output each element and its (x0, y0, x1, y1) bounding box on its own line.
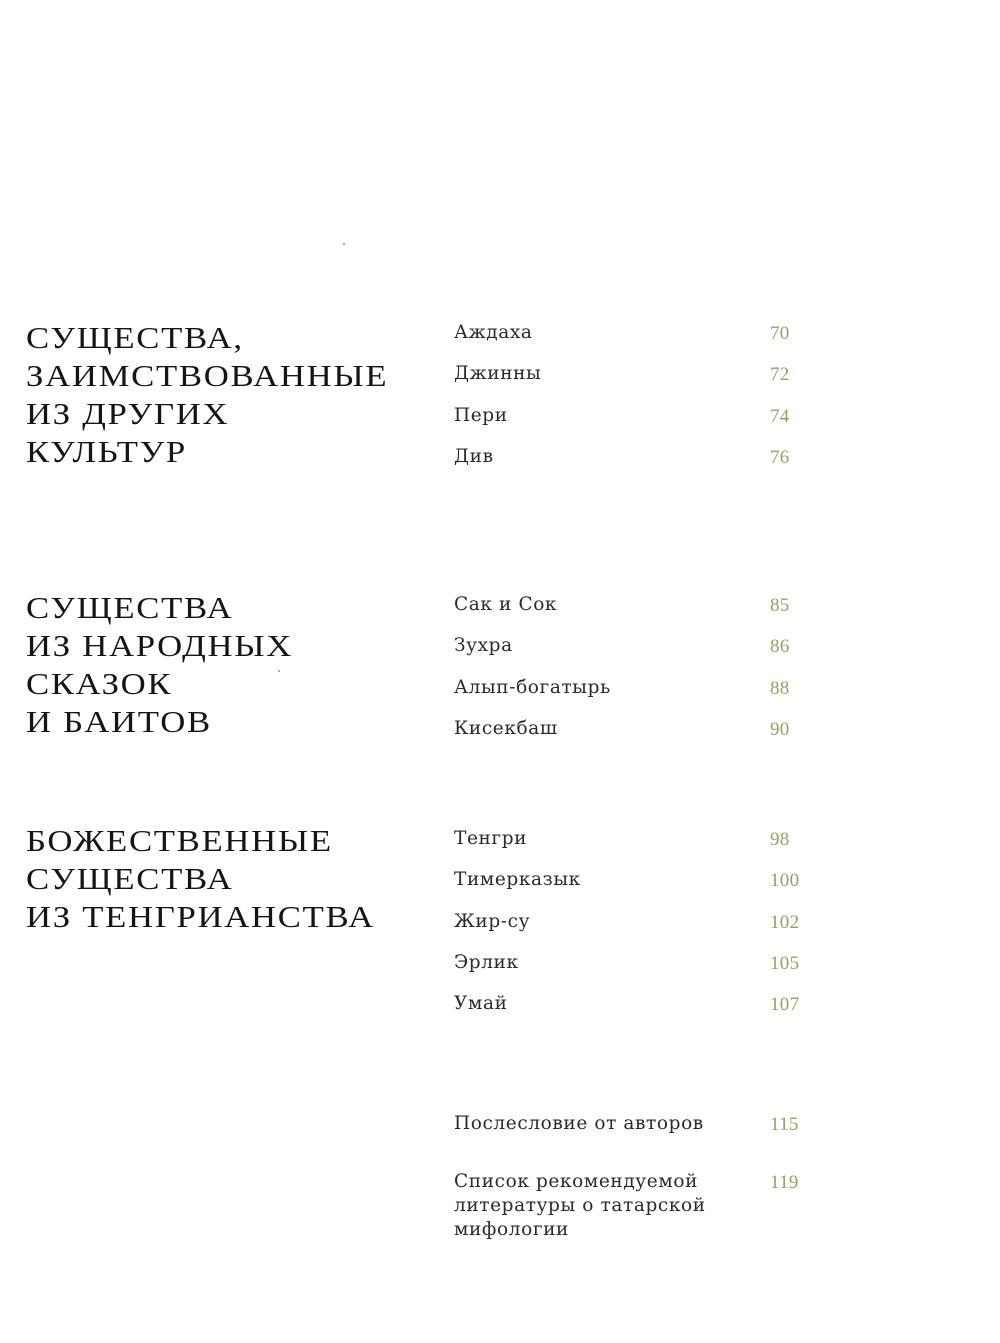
toc-entry-label: Кисекбаш (454, 717, 558, 739)
toc-entry-page: 119 (770, 1172, 799, 1193)
toc-entry-list (454, 1112, 874, 1250)
toc-entry (454, 910, 874, 951)
toc-entry-label: Аждаха (454, 322, 533, 343)
toc-entry-label: Див (454, 445, 494, 467)
section-title (26, 822, 375, 936)
paper-speck (343, 243, 345, 245)
toc-entry-page: 100 (770, 870, 800, 892)
toc-entry-page: 90 (770, 718, 790, 740)
section-title-line: СУЩЕСТВА (26, 590, 234, 625)
toc-entry-label: Послесловие от авторов (454, 1113, 704, 1134)
toc-entry-label: Зухра (454, 635, 513, 657)
toc-entry-label: Сак и Сок (454, 594, 558, 615)
section-title (26, 589, 293, 741)
toc-entry (454, 404, 874, 445)
toc-entry-list (454, 827, 874, 1033)
toc-entry-label: Тенгри (454, 828, 528, 849)
toc-entry (454, 634, 874, 675)
toc-entry (454, 593, 874, 634)
toc-entry-page: 105 (770, 952, 800, 974)
toc-entry-page: 86 (770, 636, 790, 658)
toc-entry (454, 717, 874, 758)
toc-entry-page: 98 (770, 829, 790, 850)
toc-entry (454, 445, 874, 486)
toc-entry-label: Список рекомендуемой литературы о татарской мифологии (454, 1171, 706, 1240)
toc-entry (454, 321, 874, 362)
toc-entry-page: 85 (770, 595, 790, 616)
toc-entry-label: Джинны (454, 363, 542, 385)
toc-entry-page: 72 (770, 364, 790, 386)
toc-entry-list (454, 321, 874, 486)
toc-entry (454, 362, 874, 403)
toc-entry-page: 115 (770, 1114, 799, 1135)
section-title-line: ИЗ ДРУГИХ (26, 396, 230, 431)
toc-entry-label: Эрлик (454, 951, 519, 973)
toc-entry-label: Тимерказык (454, 869, 581, 891)
section-title-line: БОЖЕСТВЕННЫЕ (26, 823, 333, 858)
section-title-line: ИЗ ТЕНГРИАНСТВА (26, 899, 375, 934)
toc-entry (454, 951, 874, 992)
section-title-line: СУЩЕСТВА, (26, 320, 244, 355)
toc-entry-page: 102 (770, 911, 800, 933)
toc-entry (454, 1170, 874, 1250)
toc-entry-list (454, 593, 874, 758)
toc-entry-label: Алып-богатырь (454, 676, 611, 698)
toc-entry-page: 107 (770, 994, 800, 1016)
toc-entry (454, 1112, 874, 1170)
toc-entry-label: Пери (454, 404, 508, 426)
toc-entry (454, 827, 874, 868)
toc-entry-page: 74 (770, 405, 790, 427)
section-title-line: КУЛЬТУР (26, 434, 187, 469)
toc-entry-label: Жир-су (454, 910, 531, 932)
toc-entry-label: Умай (454, 993, 508, 1015)
toc-entry-page: 76 (770, 446, 790, 468)
toc-entry-page: 70 (770, 323, 790, 344)
toc-entry (454, 992, 874, 1033)
section-title-line: ЗАИМСТВОВАННЫЕ (26, 358, 389, 393)
toc-entry (454, 868, 874, 909)
section-title-line: И БАИТОВ (26, 704, 212, 739)
section-title (26, 319, 388, 471)
toc-entry-page: 88 (770, 677, 790, 699)
section-title-line: ИЗ НАРОДНЫХ (26, 628, 293, 663)
paper-speck (278, 670, 280, 672)
section-title-line: СКАЗОК (26, 666, 173, 701)
toc-entry (454, 676, 874, 717)
section-title-line: СУЩЕСТВА (26, 861, 234, 896)
